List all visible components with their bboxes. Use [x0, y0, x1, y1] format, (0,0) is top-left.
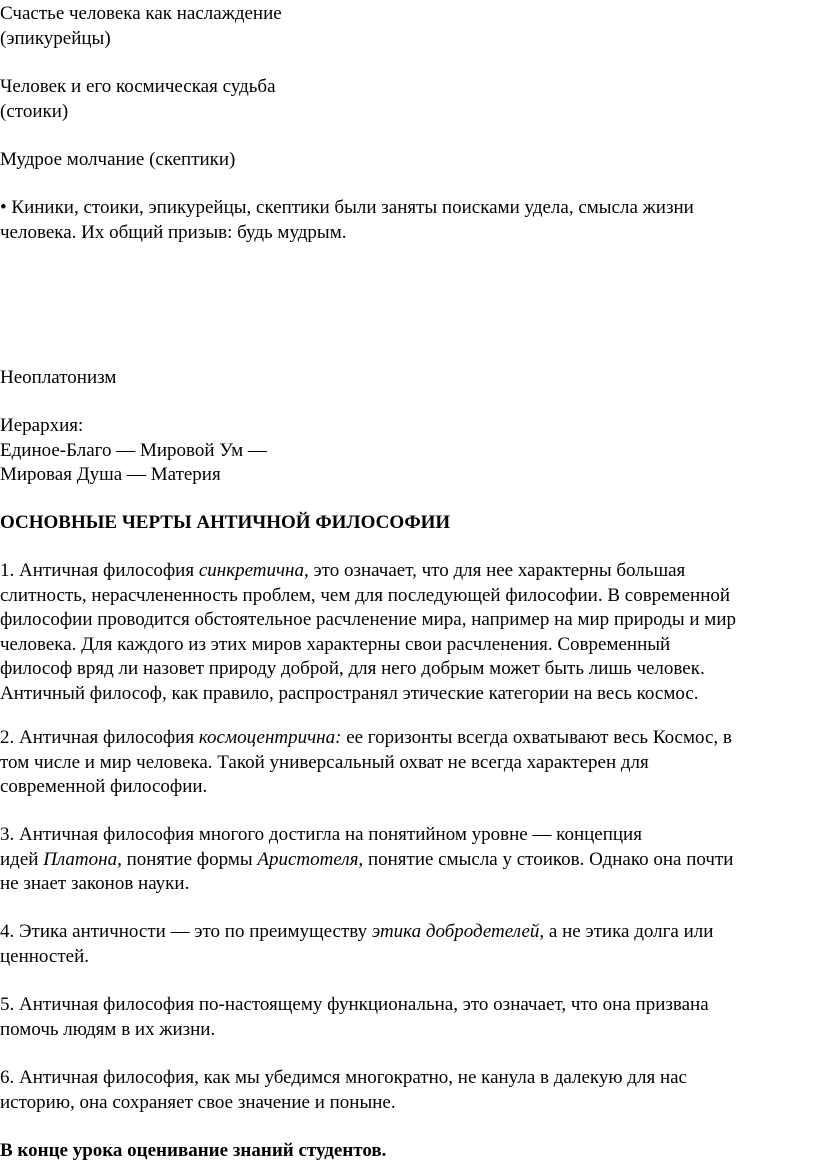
skeptics-paragraph: [0, 148, 812, 173]
text-line: человека. Для каждого из этих миров характерны свои расчленения. Современный: [0, 633, 671, 655]
text-line: человека. Их общий призыв: будь мудрым.: [0, 221, 347, 243]
text-segment: понятие формы: [121, 848, 258, 870]
section-heading: [0, 511, 812, 536]
emphasis-text: Аристотеля,: [257, 848, 364, 870]
stoics-paragraph: [0, 75, 812, 124]
text-segment: это означает, что для нее характерны большая: [308, 560, 686, 581]
text-segment: 4. Этика античности — это по преимуществу: [0, 921, 372, 942]
text-line: (эпикурейцы): [0, 27, 111, 49]
point-3: [0, 823, 812, 897]
point-2: [0, 726, 812, 800]
text-line: 5. Античная философия по-настоящему функциональна, это означает, что она призвана: [0, 994, 709, 1015]
text-line: философ вряд ли назовет природу доброй, для него добрым может быть лишь человек.: [0, 658, 705, 679]
text-line: современной философии.: [0, 776, 208, 797]
text-line: ценностей.: [0, 945, 89, 967]
bullet-paragraph: [0, 196, 812, 245]
text-line: том числе и мир человека. Такой универсальный охват не всегда характерен для: [0, 751, 649, 773]
text-segment: а не этика долга или: [544, 921, 714, 942]
text-line: • Киники, стоики, эпикурейцы, скептики были заняты поисками удела, смысла жизни: [0, 197, 694, 218]
text-segment: идей: [0, 848, 44, 870]
hierarchy-label: Иерархия:: [0, 415, 84, 436]
text-line: слитность, нерасчлененность проблем, чем для последующей философии. В современной: [0, 584, 731, 606]
text-segment: 1. Античная философия: [0, 560, 199, 581]
text-line: философии проводится обстоятельное расчленение мира, например на мир природы и мир: [0, 609, 736, 630]
text-line: Счастье человека как наслаждение: [0, 3, 282, 24]
hierarchy-paragraph: [0, 414, 812, 488]
closing-note: [0, 1139, 812, 1164]
text-line: помочь людям в их жизни.: [0, 1018, 216, 1040]
text-line: [0, 920, 812, 945]
text-line: Мудрое молчание (скептики): [0, 149, 236, 170]
text-line: не знает законов науки.: [0, 873, 190, 894]
emphasis-text: синкретична,: [198, 560, 309, 581]
text-line: Единое-Благо — Мировой Ум —: [0, 439, 267, 461]
text-line: Человек и его космическая судьба: [0, 76, 276, 97]
text-line: [0, 726, 812, 751]
text-line: Неоплатонизм: [0, 367, 117, 388]
emphasis-text: космоцентрична:: [198, 727, 342, 748]
text-line: 3. Античная философия многого достигла на понятийном уровне — концепция: [0, 824, 642, 845]
text-line: историю, она сохраняет свое значение и поныне.: [0, 1091, 396, 1113]
closing-text: В конце урока оценивание знаний студентов.: [0, 1140, 387, 1161]
heading-text: ОСНОВНЫЕ ЧЕРТЫ АНТИЧНОЙ ФИЛОСОФИИ: [0, 512, 451, 533]
text-line: [0, 559, 812, 584]
point-1: [0, 559, 812, 706]
text-line: Мировая Душа — Материя: [0, 464, 221, 485]
text-segment: понятие смысла у стоиков. Однако она почти: [363, 848, 734, 870]
epicureans-paragraph: [0, 2, 812, 51]
point-4: [0, 920, 812, 969]
emphasis-text: этика добродетелей,: [371, 921, 545, 942]
neoplatonism-title: [0, 366, 812, 391]
text-line: [0, 848, 812, 873]
text-line: Античный философ, как правило, распространял этические категории на весь космос.: [0, 682, 699, 704]
point-6: [0, 1066, 812, 1115]
text-segment: 2. Античная философия: [0, 727, 199, 748]
text-line: (стоики): [0, 100, 69, 122]
emphasis-text: Платона,: [43, 848, 122, 870]
point-5: [0, 993, 812, 1042]
text-segment: ее горизонты всегда охватывают весь Космос, в: [341, 727, 732, 748]
text-line: 6. Античная философия, как мы убедимся многократно, не канула в далекую для нас: [0, 1067, 687, 1088]
